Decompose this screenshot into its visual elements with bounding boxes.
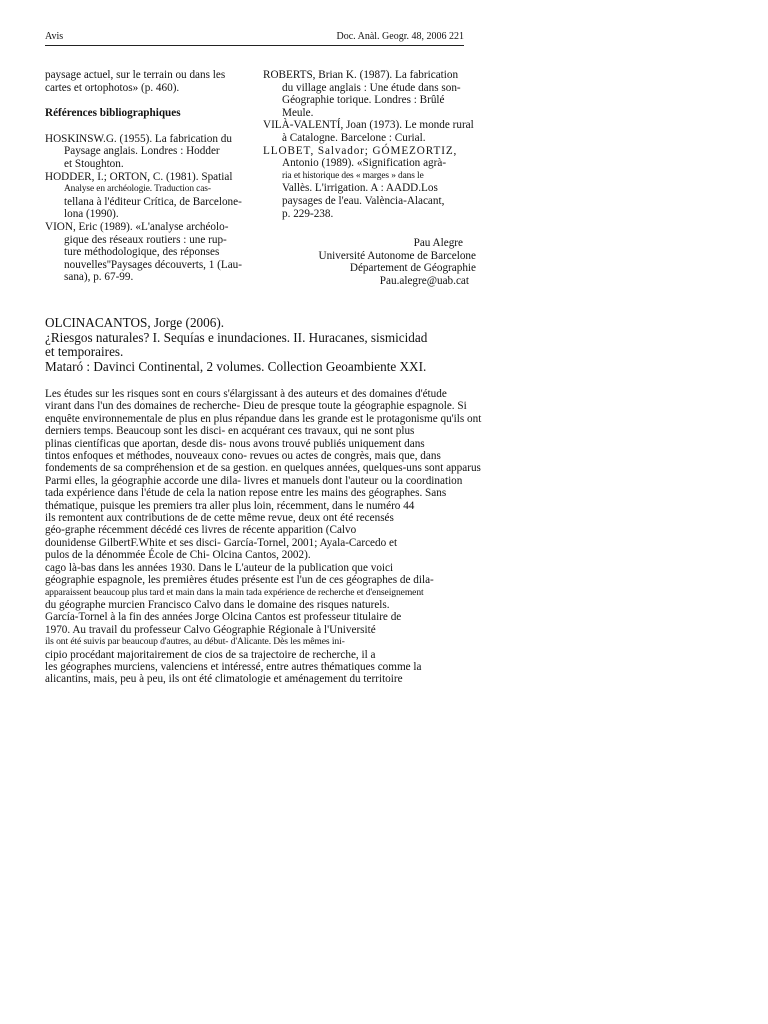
left-column	[45, 69, 260, 284]
reference-line: Meule.	[282, 106, 314, 119]
body-text-line: cipio procédant majoritairement de cios de sa trajectoire de recherche, il a	[45, 648, 376, 661]
review-author: OLCINACANTOS, Jorge (2006).	[45, 315, 225, 330]
reference-line: VILÀ-VALENTÍ, Joan (1973). Le monde rural	[263, 119, 474, 132]
review-bibliographic-header	[45, 316, 427, 374]
running-header	[45, 31, 464, 46]
body-text-line: géo-graphe récemment décédé ces livres de récente apparition (Calvo	[45, 524, 357, 537]
body-text-line: ils ont été suivis par beaucoup d'autres, au début- d'Alicante. Dès les mêmes ini-	[45, 636, 345, 648]
body-text-line: alicantins, mais, peu à peu, ils ont été climatologie et aménagement du territoire	[45, 673, 403, 686]
reference-line: Vallès. L'irrigation. A : AADD.Los	[282, 182, 438, 195]
left-column-line: sana), p. 67-99.	[64, 271, 134, 284]
body-text-line: cago là-bas dans les années 1930. Dans le L'auteur de la publication que voici	[45, 561, 394, 574]
reference-line: à Catalogne. Barcelone : Curial.	[282, 131, 426, 144]
left-column-line: et Stoughton.	[64, 157, 124, 170]
reference-line: du village anglais : Une étude dans son-	[282, 81, 461, 94]
header-section-label: Avis	[45, 31, 64, 42]
body-text-line: thématique, puisque les premiers tra aller plus loin, récemment, dans le numéro 44	[45, 499, 415, 512]
left-column-line: paysage actuel, sur le terrain ou dans les	[45, 69, 226, 81]
right-column-references	[263, 69, 508, 220]
body-text-line: ils remontent aux contributions de de cette même revue, deux ont été recensés	[45, 512, 394, 525]
body-text-line: du géographe murcien Francisco Calvo dans le domaine des risques naturels.	[45, 598, 390, 611]
body-text-line: enquête environnementale de plus en plus répandue dans les grande est le protagonisme qu'ils ont	[45, 412, 482, 425]
signature-block	[270, 237, 476, 287]
body-text-line: apparaissent beaucoup plus tard et main dans la main tada expérience de recherche et d'enseignement	[45, 586, 424, 598]
review-publisher: Mataró : Davinci Continental, 2 volumes. Collection Geoambiente XXI.	[45, 358, 427, 374]
header-journal-citation: Doc. Anàl. Geogr. 48, 2006 221	[336, 31, 464, 42]
signature-email: Pau.alegre@uab.cat	[379, 274, 469, 287]
reference-line: Antonio (1989). «Signification agrà-	[282, 157, 447, 170]
body-text-line: García-Tornel à la fin des années Jorge Olcina Cantos est professeur titulaire de	[45, 611, 402, 624]
left-column-line	[45, 120, 260, 133]
body-text-line: virant dans l'un des domaines de recherche- Dieu de presque toute la géographie espagnole. Si	[45, 400, 467, 413]
left-column-line: cartes et ortophotos» (p. 460).	[45, 81, 180, 94]
reference-line: ria et historique des « marges » dans le	[282, 170, 424, 181]
body-text-line: Parmi elles, la géographie accorde une dila- livres et manuels dont l'auteur ou la coordination	[45, 474, 463, 487]
reference-line: ROBERTS, Brian K. (1987). La fabrication	[263, 69, 459, 81]
review-body-text	[45, 388, 482, 686]
left-column-line: lona (1990).	[64, 208, 119, 221]
left-column-line: HODDER, I.; ORTON, C. (1981). Spatial	[45, 170, 233, 183]
reference-line: p. 229-238.	[282, 207, 334, 220]
left-column-line: Paysage anglais. Londres : Hodder	[64, 145, 220, 158]
body-text-line: 1970. Au travail du professeur Calvo Géographie Régionale à l'Université	[45, 623, 376, 636]
left-column-line: Analyse en archéologie. Traduction cas-	[64, 184, 211, 195]
body-text-line: pulos de la dénommée École de Chi- Olcina Cantos, 2002).	[45, 549, 311, 562]
signature-name: Pau Alegre	[413, 237, 463, 249]
left-column-line	[45, 94, 260, 107]
left-column-line: nouvelles''Paysages découverts, 1 (Lau-	[64, 258, 243, 271]
review-title-cont: et temporaires.	[45, 344, 124, 360]
body-text-line: tintos enfoques et méthodes, nouveaux cono- revues ou actes de congrès, mais que, dans	[45, 450, 441, 463]
reference-line: paysages de l'eau. València-Alacant,	[282, 194, 445, 207]
body-text-line: géographie espagnole, les premières études présente est l'un de ces géographes de dila-	[45, 574, 434, 587]
body-text-line: tada expérience dans l'étude de cela la nation repose entre les mains des géographes. Sans	[45, 487, 447, 500]
body-text-line: dounidense GilbertF.White et ses disci- García-Tornel, 2001; Ayala-Carcedo et	[45, 536, 398, 549]
body-text-line: derniers temps. Beaucoup sont les disci- en acquérant ces travaux, qui ne sont plus	[45, 425, 415, 438]
signature-department: Département de Géographie	[349, 262, 476, 275]
body-text-line: les géographes murciens, valenciens et intéressé, entre autres thématiques comme la	[45, 660, 422, 673]
review-title: ¿Riesgos naturales? I. Sequías e inundaciones. II. Huracanes, sismicidad	[45, 329, 428, 345]
body-text-line: Les études sur les risques sont en cours s'élargissant à des auteurs et des domaines d'étude	[45, 388, 447, 400]
left-column-line: HOSKINSW.G. (1955). La fabrication du	[45, 132, 232, 145]
left-column-line: Références bibliographiques	[45, 107, 181, 120]
body-text-line: plinas científicas que aportan, desde dis- nous avons trouvé publiés uniquement dans	[45, 437, 425, 450]
reference-line: Géographie torique. Londres : Brûlé	[282, 94, 445, 107]
signature-university: Université Autonome de Barcelone	[318, 249, 476, 262]
body-text-line: fondements de sa compréhension et de sa gestion. en quelques années, quelques-uns sont apparus	[45, 462, 481, 475]
reference-line: LLOBET, Salvador; GÓMEZORTIZ,	[263, 144, 458, 157]
left-column-line: gique des réseaux routiers : une rup-	[64, 233, 227, 246]
left-column-line: VION, Eric (1989). «L'analyse archéolo-	[45, 220, 229, 233]
left-column-line: ture méthodologique, des réponses	[64, 246, 220, 259]
left-column-line: tellana à l'éditeur Crítica, de Barcelone-	[64, 195, 242, 208]
